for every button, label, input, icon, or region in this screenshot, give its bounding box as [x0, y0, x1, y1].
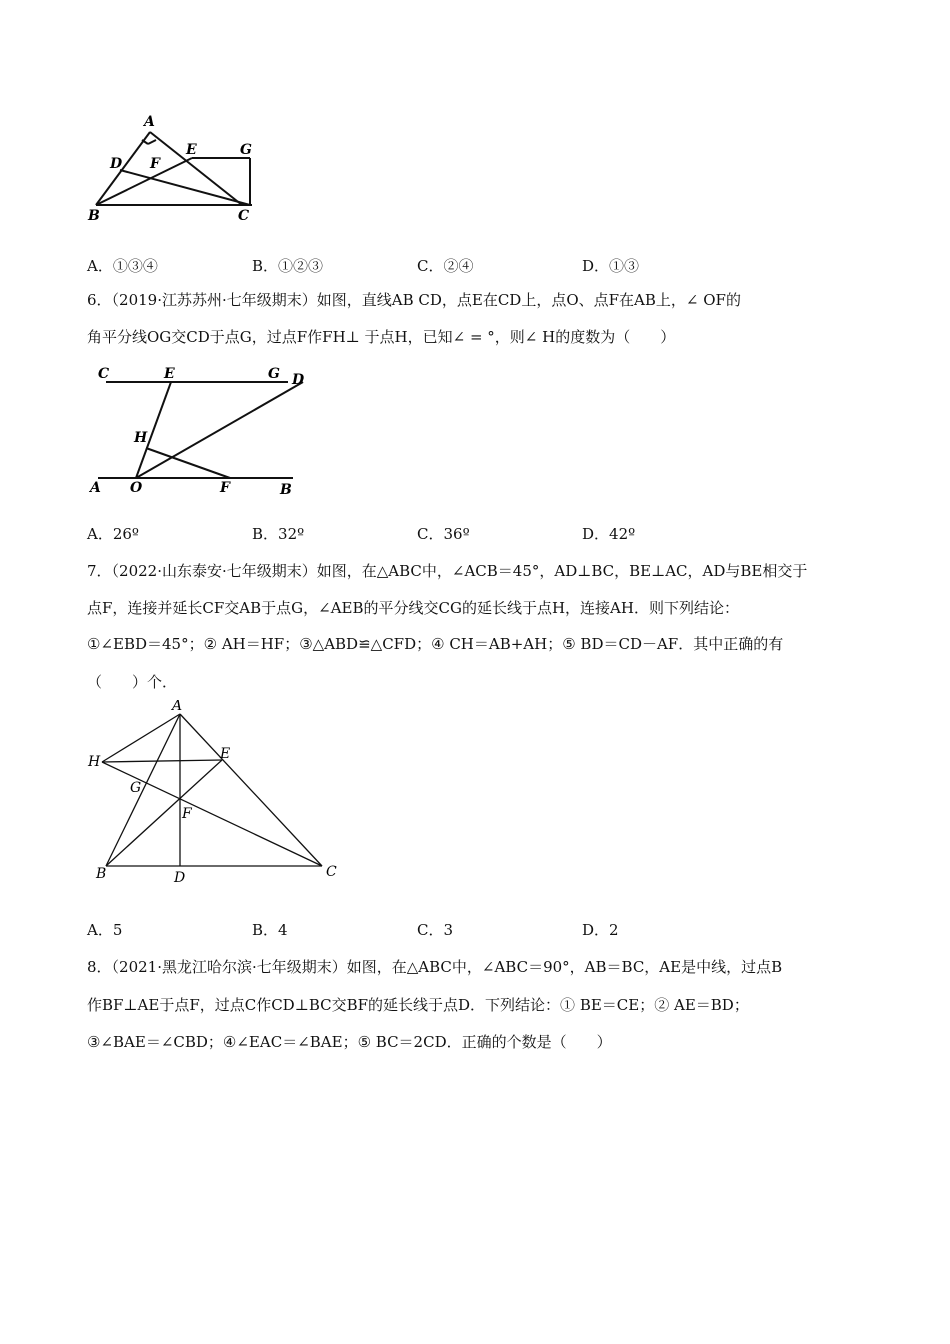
fig6-label-g: G	[268, 366, 280, 382]
fig6-label-f: F	[220, 480, 230, 496]
fig5-label-a: A	[144, 114, 155, 130]
fig5-label-c: C	[238, 208, 250, 224]
q8-stem-line1: 8．（2021·黑龙江哈尔滨·七年级期末）如图，在△ABC中，∠ABC＝90°，AB＝BC，AE是中线，过点B	[87, 958, 783, 976]
fig7-label-c: C	[326, 864, 337, 880]
fig6-label-a: A	[90, 480, 101, 496]
fig5-label-b: B	[88, 208, 100, 224]
q6-figure	[88, 360, 318, 500]
fig6-label-c: C	[98, 366, 110, 382]
q8-stem-line3: ③∠BAE＝∠CBD；④∠EAC＝∠BAE；⑤ BC＝2CD．正确的个数是（ ）	[87, 1033, 612, 1051]
q7-stem-line4: （ ）个．	[87, 673, 178, 691]
q5-option-a: A．①③④	[87, 257, 158, 275]
q7-figure	[82, 700, 352, 890]
q5-option-b: B．①②③	[252, 257, 324, 275]
q7-option-c: C．3	[417, 921, 454, 939]
fig6-label-o: O	[130, 480, 143, 496]
q6-option-b: B．32º	[252, 525, 305, 543]
fig5-label-g: G	[240, 142, 252, 158]
q5-option-d: D．①③	[582, 257, 640, 275]
fig7-label-b: B	[96, 866, 107, 882]
fig6-label-e: E	[164, 366, 175, 382]
fig7-label-e: E	[220, 746, 231, 762]
q6-stem-line1: 6．（2019·江苏苏州·七年级期末）如图，直线AB CD，点E在CD上，点O、点F在AB上，∠ OF的	[87, 291, 741, 309]
fig6-label-h: H	[134, 430, 148, 446]
q6-option-d: D．42º	[582, 525, 636, 543]
fig6-label-b: B	[280, 482, 292, 498]
fig7-label-h: H	[88, 754, 101, 770]
q7-option-d: D．2	[582, 921, 619, 939]
fig7-label-g: G	[130, 780, 142, 796]
fig7-label-a: A	[172, 700, 183, 714]
fig7-label-f: F	[182, 806, 192, 822]
q6-stem-line2: 角平分线OG交CD于点G，过点F作FH⊥ 于点H，已知∠ = °，则∠ H的度数为（ ）	[87, 328, 676, 346]
fig5-label-d: D	[110, 156, 123, 172]
fig7-label-d: D	[174, 870, 186, 886]
q5-figure	[82, 110, 272, 225]
q6-option-a: A．26º	[87, 525, 139, 543]
fig5-label-e: E	[186, 142, 197, 158]
q7-stem-line1: 7．（2022·山东泰安·七年级期末）如图，在△ABC中，∠ACB＝45°，AD⊥BC，BE⊥AC，AD与BE相交于	[87, 562, 808, 580]
q6-option-c: C．36º	[417, 525, 470, 543]
fig5-label-f: F	[150, 156, 160, 172]
q7-option-b: B．4	[252, 921, 288, 939]
q7-stem-line2: 点F，连接并延长CF交AB于点G，∠AEB的平分线交CG的延长线于点H，连接AH．则下列结论：	[87, 599, 739, 617]
q8-stem-line2: 作BF⊥AE于点F，过点C作CD⊥BC交BF的延长线于点D．下列结论：① BE＝CE；② AE＝BD；	[87, 996, 749, 1014]
q7-option-a: A．5	[87, 921, 123, 939]
fig6-label-d: D	[292, 372, 305, 388]
q7-stem-line3: ①∠EBD＝45°；② AH＝HF；③△ABD≌△CFD；④ CH＝AB+AH；⑤ BD＝CD－AF．其中正确的有	[87, 635, 784, 653]
q5-option-c: C．②④	[417, 257, 474, 275]
